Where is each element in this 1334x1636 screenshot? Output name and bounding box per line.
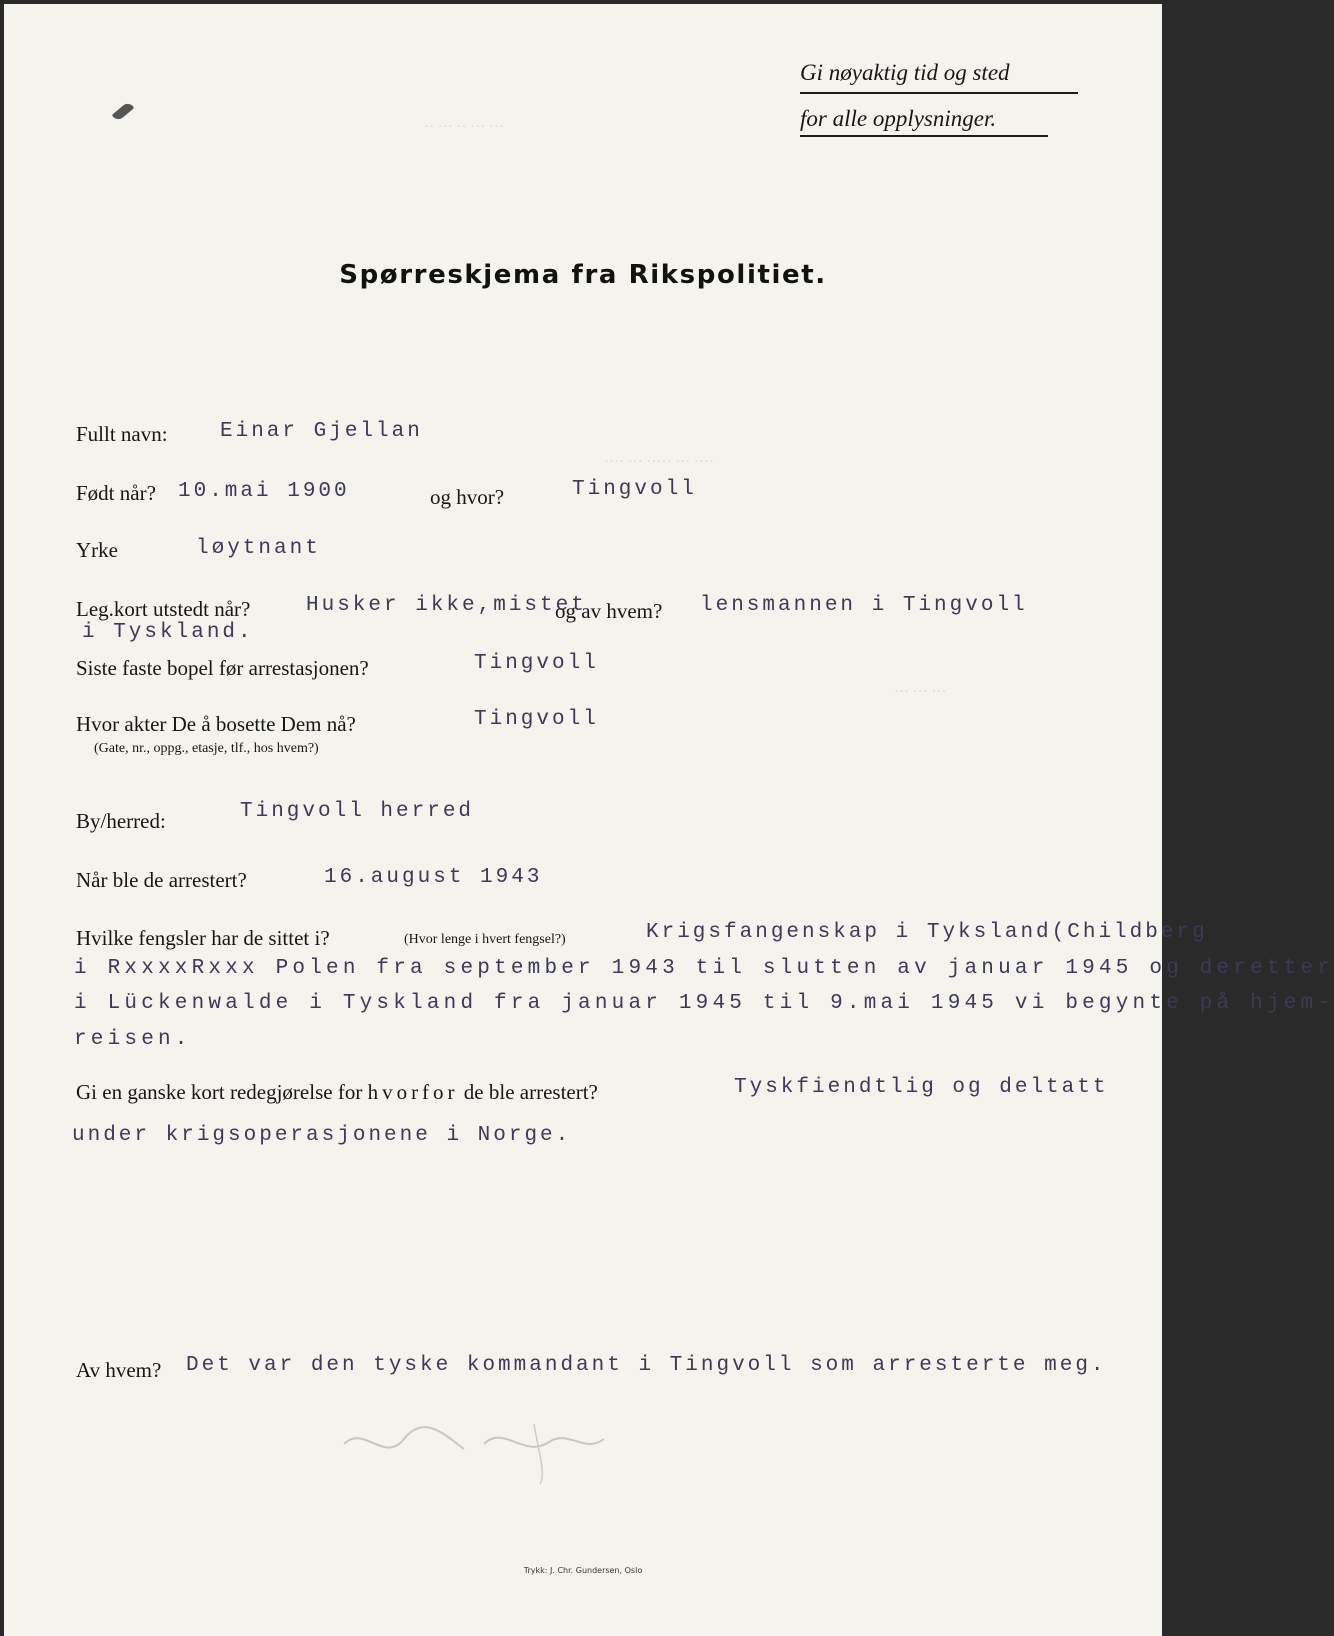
bleed-through-text: ·· ··· ·· ··· ··· (424, 119, 504, 135)
value-born-date: 10.mai 1900 (178, 480, 350, 503)
value-last-residence: Tingvoll (474, 652, 599, 675)
value-id-card-when: Husker ikke,mistet (306, 594, 587, 617)
label-id-card-by-whom: og av hvem? (555, 599, 663, 623)
form-title: Spørreskjema fra Rikspolitiet. (339, 260, 827, 290)
pencil-mark-icon (112, 101, 135, 122)
instruction-line-2: for alle opplysninger. (800, 106, 997, 131)
printer-imprint: Trykk: J. Chr. Gundersen, Oslo (523, 1566, 643, 1575)
value-prisons-line-2: i RxxxxRxxx Polen fra september 1943 til slutten av januar 1945 og deretter (74, 957, 1334, 980)
label-born-where: og hvor? (430, 485, 505, 509)
hint-prisons: (Hvor lenge i hvert fengsel?) (404, 932, 566, 947)
label-arrest-date: Når ble de arrestert? (76, 868, 247, 892)
label-arrest-reason-emphasis: hvorfor (367, 1080, 459, 1104)
hint-intended-residence: (Gate, nr., oppg., etasje, tlf., hos hvem?) (94, 741, 319, 756)
label-prisons: Hvilke fengsler har de sittet i? (76, 926, 330, 950)
label-arrest-reason-pre: Gi en ganske kort redegjørelse for (76, 1080, 368, 1104)
value-arrested-by: Det var den tyske kommandant i Tingvoll som arresterte meg. (186, 1354, 1107, 1377)
instruction-rule (800, 92, 1078, 94)
bleed-through-text: ··· ··· ··· (894, 684, 947, 700)
value-municipality: Tingvoll herred (240, 800, 475, 823)
value-full-name: Einar Gjellan (220, 420, 423, 443)
label-intended-residence: Hvor akter De å bosette Dem nå? (76, 712, 356, 736)
value-prisons-line-1: Krigsfangenskap i Tyksland(Childberg (646, 921, 1208, 944)
value-arrest-date: 16.august 1943 (324, 866, 543, 889)
value-prisons-line-3: i Lückenwalde i Tyskland fra januar 1945 til 9.mai 1945 vi begynte på hjem- (74, 992, 1334, 1015)
document-page (4, 4, 1334, 1636)
label-arrested-by: Av hvem? (76, 1358, 162, 1382)
value-prisons-line-4: reisen. (74, 1028, 192, 1051)
value-arrest-reason-line-2: under krigsoperasjonene i Norge. (72, 1124, 572, 1147)
label-last-residence: Siste faste bopel før arrestasjonen? (76, 656, 369, 680)
instruction-line-1: Gi nøyaktig tid og sted (800, 60, 1010, 85)
label-born-when: Født når? (76, 481, 156, 505)
signature-mark (334, 1404, 694, 1494)
label-occupation: Yrke (76, 538, 118, 562)
value-born-place: Tingvoll (572, 478, 697, 501)
value-arrest-reason-line-1: Tyskfiendtlig og deltatt (734, 1076, 1109, 1099)
instruction-rule (800, 135, 1048, 137)
value-intended-residence: Tingvoll (474, 708, 599, 731)
value-id-card-continued: i Tyskland. (82, 621, 254, 644)
label-arrest-reason (76, 1080, 598, 1105)
value-id-card-by-whom: lensmannen i Tingvoll (700, 594, 1028, 617)
value-occupation: løytnant (196, 537, 321, 560)
label-municipality: By/herred: (76, 809, 166, 833)
label-arrest-reason-post: de ble arrestert? (458, 1080, 598, 1104)
bleed-through-text: ···· ··· ····· ··· ···· (604, 454, 714, 470)
label-full-name: Fullt navn: (76, 422, 168, 446)
label-id-card-issued: Leg.kort utstedt når? (76, 597, 251, 621)
